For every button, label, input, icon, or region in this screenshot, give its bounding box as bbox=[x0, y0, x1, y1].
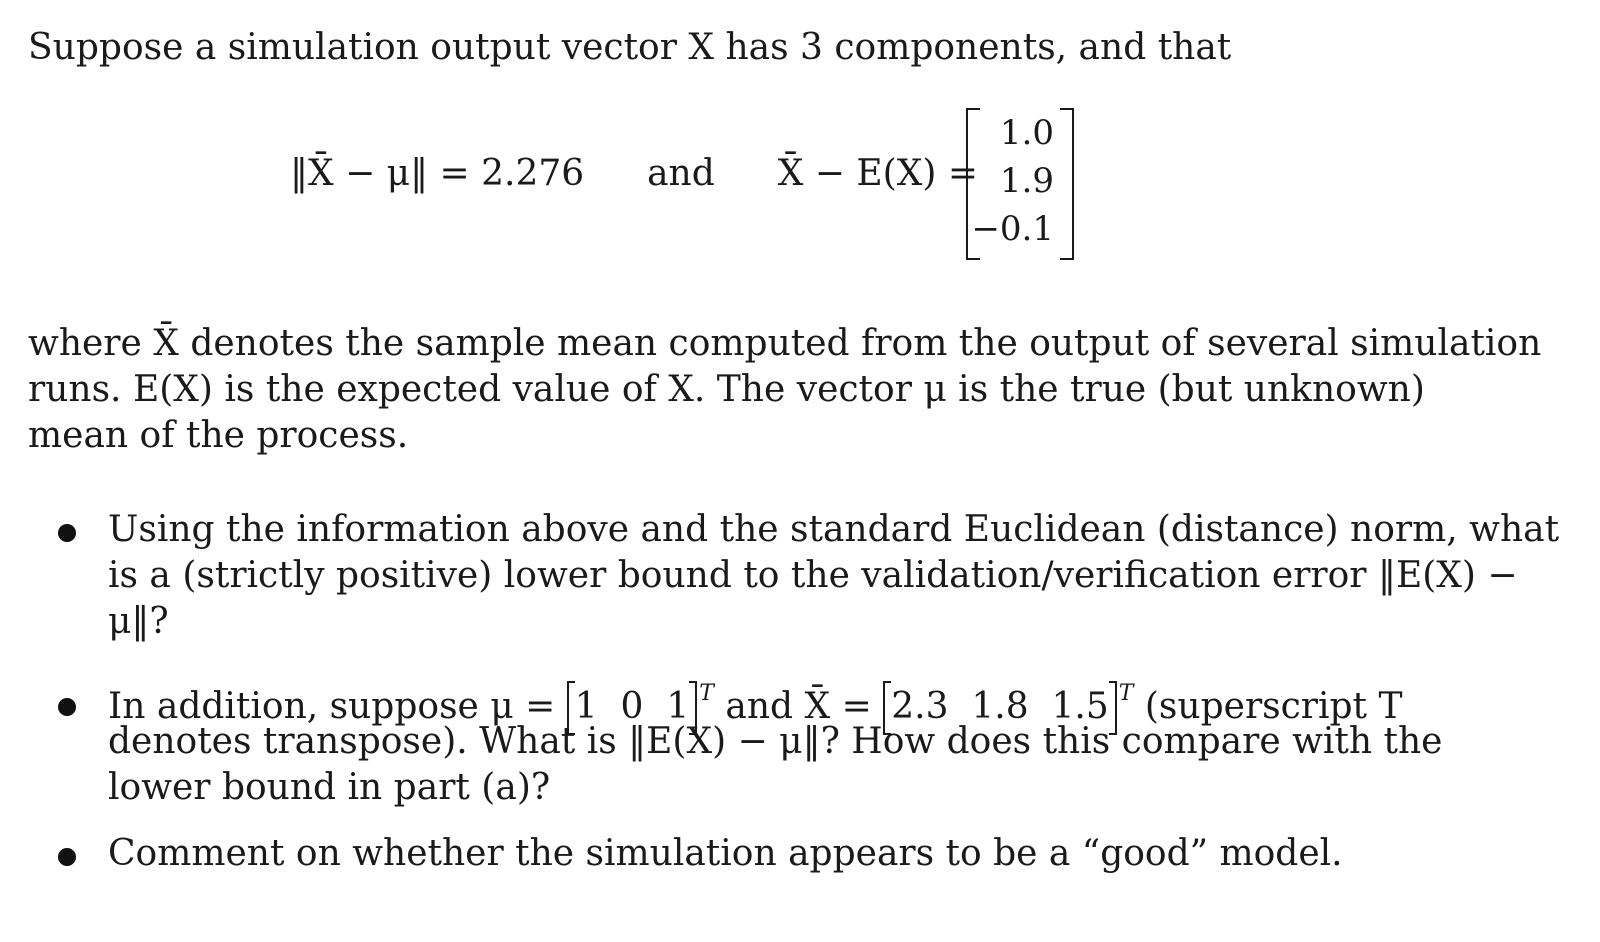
vector-entry-1: 1.0 bbox=[999, 113, 1054, 153]
bullet-1-line-3 bbox=[108, 600, 169, 644]
bullet-dot-2 bbox=[58, 698, 76, 716]
norm-expression: ‖X̄ − μ‖ = 2.276 bbox=[290, 153, 585, 194]
paragraph-line-3 bbox=[28, 414, 408, 458]
bullet-2-text-a: In addition, suppose μ = bbox=[108, 686, 556, 727]
bullet-2-text-b: and X̄ = bbox=[725, 686, 872, 727]
right-bracket bbox=[1060, 108, 1074, 260]
intro-line bbox=[28, 26, 1231, 70]
xbar-vector-values: 2.3 1.8 1.5 bbox=[891, 686, 1109, 727]
transpose-superscript-2: T bbox=[1118, 681, 1134, 706]
bullet-3-line-1 bbox=[108, 832, 1343, 876]
bullet-dot-3 bbox=[58, 848, 76, 866]
bullet-1-line-2 bbox=[108, 554, 1518, 598]
bullet-dot-1 bbox=[58, 524, 76, 542]
vector-entry-3: −0.1 bbox=[971, 209, 1054, 249]
intro-text: Suppose a simulation output vector X has 3 components, and that bbox=[28, 27, 1232, 68]
paragraph-text-3: mean of the process. bbox=[28, 415, 409, 456]
bullet-1-text-2: is a (strictly positive) lower bound to the validation/verification error ‖E(X) − bbox=[108, 555, 1518, 596]
bullet-2-line-2 bbox=[108, 720, 1442, 764]
mu-vector-values: 1 0 1 bbox=[574, 686, 690, 727]
bullet-1-line-1 bbox=[108, 508, 1559, 552]
paragraph-text-2: runs. E(X) is the expected value of X. The vector μ is the true (but unknown) bbox=[28, 369, 1425, 410]
bullet-2-text-c: (superscript T bbox=[1144, 686, 1403, 727]
paragraph-line-2 bbox=[28, 368, 1450, 412]
bullet-2-text-3: lower bound in part (a)? bbox=[108, 767, 551, 808]
bullet-1-text-3: μ‖? bbox=[108, 601, 169, 642]
column-vector bbox=[966, 108, 1074, 258]
difference-expression: X̄ − E(X) = bbox=[777, 153, 978, 194]
vector-entry-2: 1.9 bbox=[999, 161, 1054, 201]
paragraph-text-1: where X̄ denotes the sample mean computed from the output of several simulation bbox=[28, 323, 1542, 364]
bullet-3-text-1: Comment on whether the simulation appears to be a “good” model. bbox=[108, 833, 1343, 874]
bullet-2-line-3 bbox=[108, 766, 550, 810]
paragraph-line-1 bbox=[28, 322, 1542, 366]
bullet-2-text-2: denotes transpose). What is ‖E(X) − μ‖? How does this compare with the bbox=[108, 721, 1443, 762]
transpose-superscript-1: T bbox=[699, 681, 714, 706]
display-equation bbox=[290, 152, 978, 196]
bullet-1-text-1: Using the information above and the standard Euclidean (distance) norm, what bbox=[108, 509, 1560, 550]
and-word: and bbox=[647, 153, 715, 194]
